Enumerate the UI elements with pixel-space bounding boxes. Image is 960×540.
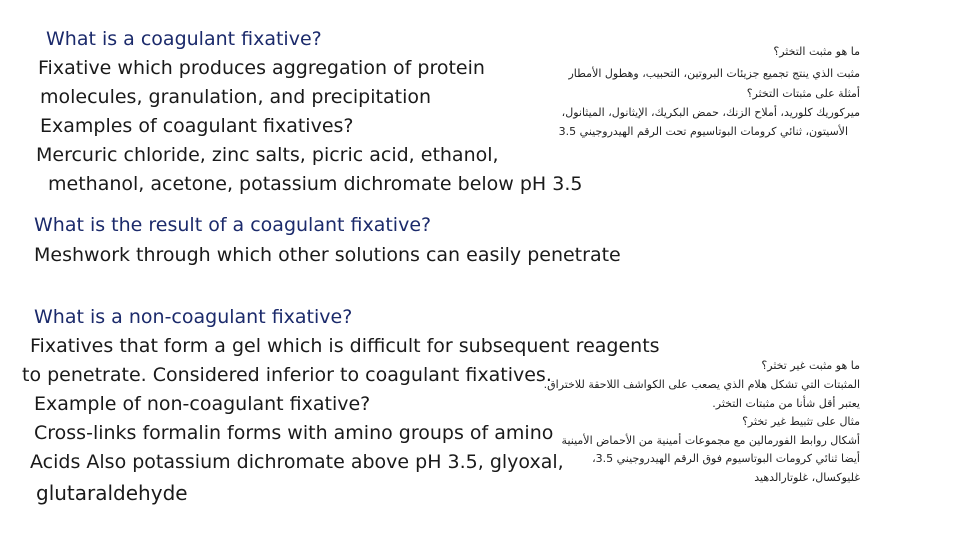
- arabic-a3b-line2: أيضا ثنائي كرومات البوتاسيوم فوق الرقم الهيدروجيني 3.5،: [592, 452, 860, 465]
- answer-examples-line1: Mercuric chloride, zinc salts, picric acid, ethanol,: [36, 144, 499, 166]
- answer-coagulant-line2: molecules, granulation, and precipitation: [40, 86, 432, 108]
- arabic-q1b: أمثلة على مثبتات التخثر؟: [746, 87, 860, 100]
- arabic-a1b-line2: الأسيتون، ثنائي كرومات البوتاسيوم تحت الرقم الهيدروجيني 3.5: [558, 125, 848, 138]
- question-coagulant-result: What is the result of a coagulant fixative?: [34, 214, 432, 236]
- question-coagulant-fixative: What is a coagulant fixative?: [46, 28, 322, 50]
- answer-non-coagulant-example-line2: Acids Also potassium dichromate above pH 3.5, glyoxal,: [30, 451, 564, 473]
- arabic-a3b-line3: غليوكسال، غلوتارالدهيد: [754, 471, 860, 484]
- arabic-q3: ما هو مثبت غير تخثر؟: [761, 359, 860, 372]
- answer-coagulant-result: Meshwork through which other solutions can easily penetrate: [34, 244, 621, 266]
- arabic-a1: مثبت الذي ينتج تجميع جزيئات البروتين، التحبيب، وهطول الأمطار: [568, 67, 860, 80]
- answer-examples-line2: methanol, acetone, potassium dichromate below pH 3.5: [48, 173, 583, 195]
- answer-non-coagulant-line2: to penetrate. Considered inferior to coagulant fixatives.: [22, 364, 552, 386]
- answer-non-coagulant-line1: Fixatives that form a gel which is difficult for subsequent reagents: [30, 335, 660, 357]
- arabic-a3b-line1: أشكال روابط الفورمالين مع مجموعات أمينية من الأحماض الأمينية: [561, 434, 860, 447]
- answer-non-coagulant-example-line3: glutaraldehyde: [36, 481, 188, 505]
- question-non-coagulant-example: Example of non-coagulant fixative?: [34, 393, 371, 415]
- question-coagulant-examples: Examples of coagulant fixatives?: [40, 115, 354, 137]
- answer-non-coagulant-example-line1: Cross-links formalin forms with amino groups of amino: [34, 422, 554, 444]
- arabic-a3-line1: المثبتات التي تشكل هلام الذي يصعب على الكواشف اللاحقة للاختراق.: [543, 378, 860, 391]
- question-non-coagulant-fixative: What is a non-coagulant fixative?: [34, 306, 353, 328]
- arabic-a1b-line1: ميركوريك كلوريد، أملاح الزنك، حمض البكريك، الإيثانول، الميثانول،: [561, 106, 860, 119]
- arabic-q3b: مثال على تثبيط غير تخثر؟: [742, 415, 860, 428]
- arabic-q1: ما هو مثبت التخثر؟: [773, 45, 860, 58]
- arabic-a3-line2: يعتبر أقل شأنا من مثبتات التخثر.: [712, 397, 860, 410]
- answer-coagulant-line1: Fixative which produces aggregation of protein: [38, 57, 485, 79]
